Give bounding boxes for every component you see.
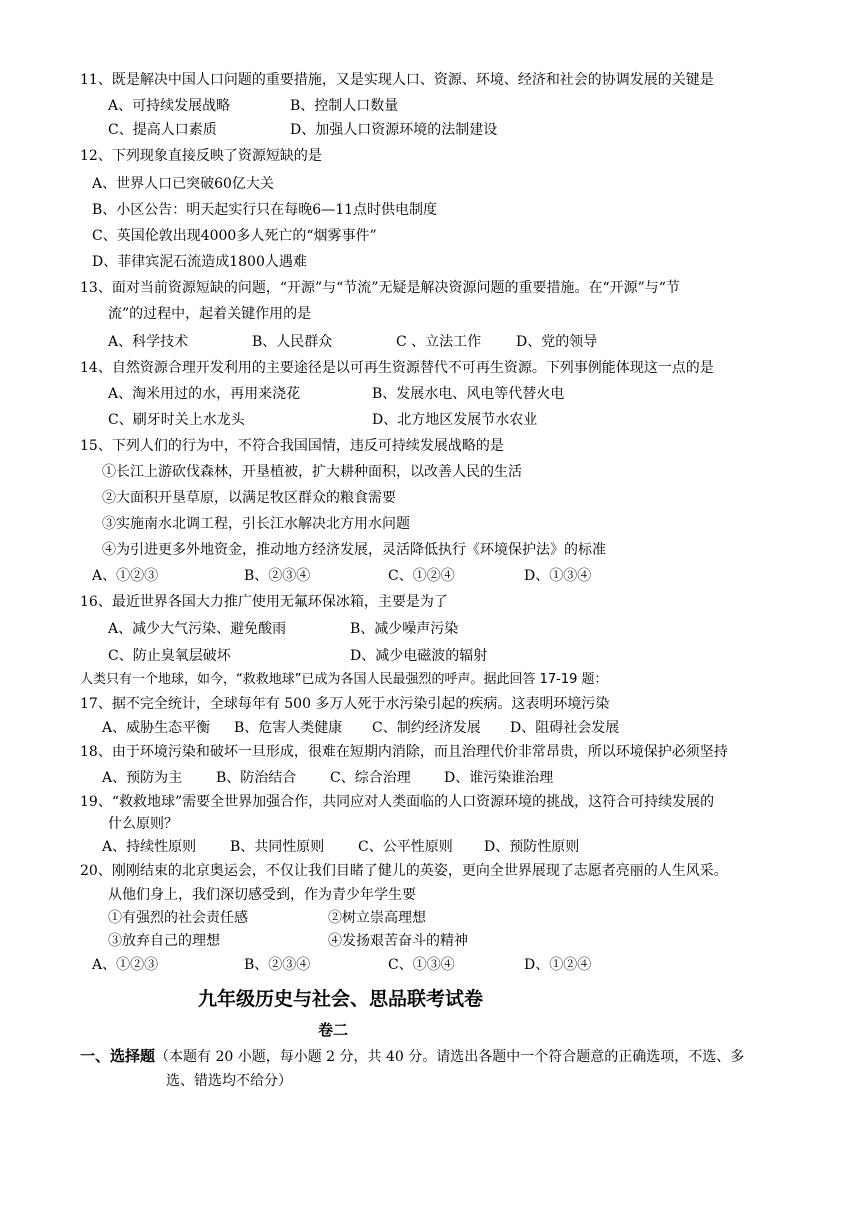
q15-option-b: B、②③④ xyxy=(244,568,311,584)
q16-option-d: D、减少电磁波的辐射 xyxy=(350,648,488,664)
exam-title: 九年级历史与社会、思品联考试卷 xyxy=(198,988,484,1010)
q11-option-b: B、控制人口数量 xyxy=(290,98,399,114)
section-description-cont: 选、错选均不给分） xyxy=(166,1073,292,1089)
section-description: （本题有 20 小题，每小题 2 分，共 40 分。请选出各题中一个符合题意的正确选项，不选、多 xyxy=(155,1049,745,1065)
q20-statement-3: ③放弃自己的理想 xyxy=(108,933,220,949)
q13-stem-line2: 流”的过程中，起着关键作用的是 xyxy=(108,306,312,322)
q12-option-c: C、英国伦敦出现4000多人死亡的“烟雾事件” xyxy=(92,228,377,244)
q15-statement-3: ③实施南水北调工程，引长江水解决北方用水问题 xyxy=(102,516,410,532)
q14-option-b: B、发展水电、风电等代替火电 xyxy=(372,386,565,402)
q15-statement-1: ①长江上游砍伐森林，开垦植被，扩大耕种面积，以改善人民的生活 xyxy=(102,464,522,480)
q13-stem-line1: 13、面对当前资源短缺的问题，“开源”与“节流”无疑是解决资源问题的重要措施。在“开源”与“节 xyxy=(80,280,680,296)
q20-option-d: D、①②④ xyxy=(524,957,592,973)
q13-option-b: B、人民群众 xyxy=(252,334,333,350)
q17-option-c: C、制约经济发展 xyxy=(372,720,481,736)
section-header xyxy=(80,1046,744,1066)
q14-option-c: C、刷牙时关上水龙头 xyxy=(108,412,245,428)
q20-option-b: B、②③④ xyxy=(244,957,311,973)
q20-stem-line2: 从他们身上，我们深切感受到，作为青少年学生要 xyxy=(108,887,416,903)
q17-option-b: B、危害人类健康 xyxy=(234,720,343,736)
q17-option-a: A、威胁生态平衡 xyxy=(102,720,211,736)
q19-option-c: C、公平性原则 xyxy=(358,839,453,855)
q14-stem: 14、自然资源合理开发利用的主要途径是以可再生资源替代不可再生资源。下列事例能体现这一点的是 xyxy=(80,360,714,376)
q13-option-c: C 、立法工作 xyxy=(396,334,482,350)
group-intro: 人类只有一个地球，如今，“救救地球”已成为各国人民最强烈的呼声。据此回答 17-19 题： xyxy=(80,672,608,687)
q15-option-a: A、①②③ xyxy=(92,568,159,584)
q15-statement-2: ②大面积开垦草原，以满足牧区群众的粮食需要 xyxy=(102,490,396,506)
q12-stem: 12、下列现象直接反映了资源短缺的是 xyxy=(80,148,322,164)
q19-stem-line1: 19、“救救地球”需要全世界加强合作，共同应对人类面临的人口资源环境的挑战，这符合可持续发展的 xyxy=(80,794,715,810)
q19-option-a: A、持续性原则 xyxy=(102,839,197,855)
q13-option-a: A、科学技术 xyxy=(108,334,189,350)
q18-option-a: A、预防为主 xyxy=(102,770,183,786)
q20-statement-4: ④发扬艰苦奋斗的精神 xyxy=(328,933,468,949)
q11-option-c: C、提高人口素质 xyxy=(108,122,217,138)
q16-stem: 16、最近世界各国大力推广使用无氟环保冰箱，主要是为了 xyxy=(80,594,448,610)
q19-stem-line2: 什么原则？ xyxy=(108,816,178,832)
q16-option-c: C、防止臭氧层破坏 xyxy=(108,648,231,664)
q16-option-b: B、减少噪声污染 xyxy=(350,621,459,637)
q17-stem: 17、据不完全统计，全球每年有 500 多万人死于水污染引起的疾病。这表明环境污染 xyxy=(80,696,610,712)
q20-statement-2: ②树立崇高理想 xyxy=(328,910,426,926)
q20-option-c: C、①③④ xyxy=(388,957,455,973)
q11-option-d: D、加强人口资源环境的法制建设 xyxy=(290,122,498,138)
q20-statement-1: ①有强烈的社会责任感 xyxy=(108,910,248,926)
q19-option-b: B、共同性原则 xyxy=(230,839,325,855)
q12-option-b: B、小区公告：明天起实行只在每晚6—11点时供电制度 xyxy=(92,202,438,218)
paper-label: 卷二 xyxy=(318,1021,349,1039)
q20-stem-line1: 20、刚刚结束的北京奥运会，不仅让我们目睹了健儿的英姿，更向全世界展现了志愿者亮丽的人生风采。 xyxy=(80,863,728,879)
q12-option-a: A、世界人口已突破60亿大关 xyxy=(92,176,274,192)
q17-option-d: D、阻碍社会发展 xyxy=(510,720,620,736)
q16-option-a: A、减少大气污染、避免酸雨 xyxy=(108,621,287,637)
q11-stem: 11、既是解决中国人口问题的重要措施，又是实现人口、资源、环境、经济和社会的协调发展的关键是 xyxy=(80,72,714,88)
q13-option-d: D、党的领导 xyxy=(516,334,598,350)
q14-option-d: D、北方地区发展节水农业 xyxy=(372,412,538,428)
q15-option-d: D、①③④ xyxy=(524,568,592,584)
q18-option-b: B、防治结合 xyxy=(216,770,297,786)
q15-statement-4: ④为引进更多外地资金，推动地方经济发展，灵活降低执行《环境保护法》的标准 xyxy=(102,542,606,558)
q11-option-a: A、可持续发展战略 xyxy=(108,98,231,114)
q15-stem: 15、下列人们的行为中，不符合我国国情，违反可持续发展战略的是 xyxy=(80,438,504,454)
q12-option-d: D、菲律宾泥石流造成1800人遇难 xyxy=(92,254,307,270)
section-heading: 一、选择题 xyxy=(80,1047,156,1065)
q18-option-c: C、综合治理 xyxy=(330,770,411,786)
q20-option-a: A、①②③ xyxy=(92,957,159,973)
q14-option-a: A、淘米用过的水，再用来浇花 xyxy=(108,386,301,402)
q15-option-c: C、①②④ xyxy=(388,568,455,584)
q19-option-d: D、预防性原则 xyxy=(484,839,580,855)
q18-option-d: D、谁污染谁治理 xyxy=(444,770,554,786)
q18-stem: 18、由于环境污染和破坏一旦形成，很难在短期内消除，而且治理代价非常昂贵，所以环境保护必须坚持 xyxy=(80,744,728,760)
